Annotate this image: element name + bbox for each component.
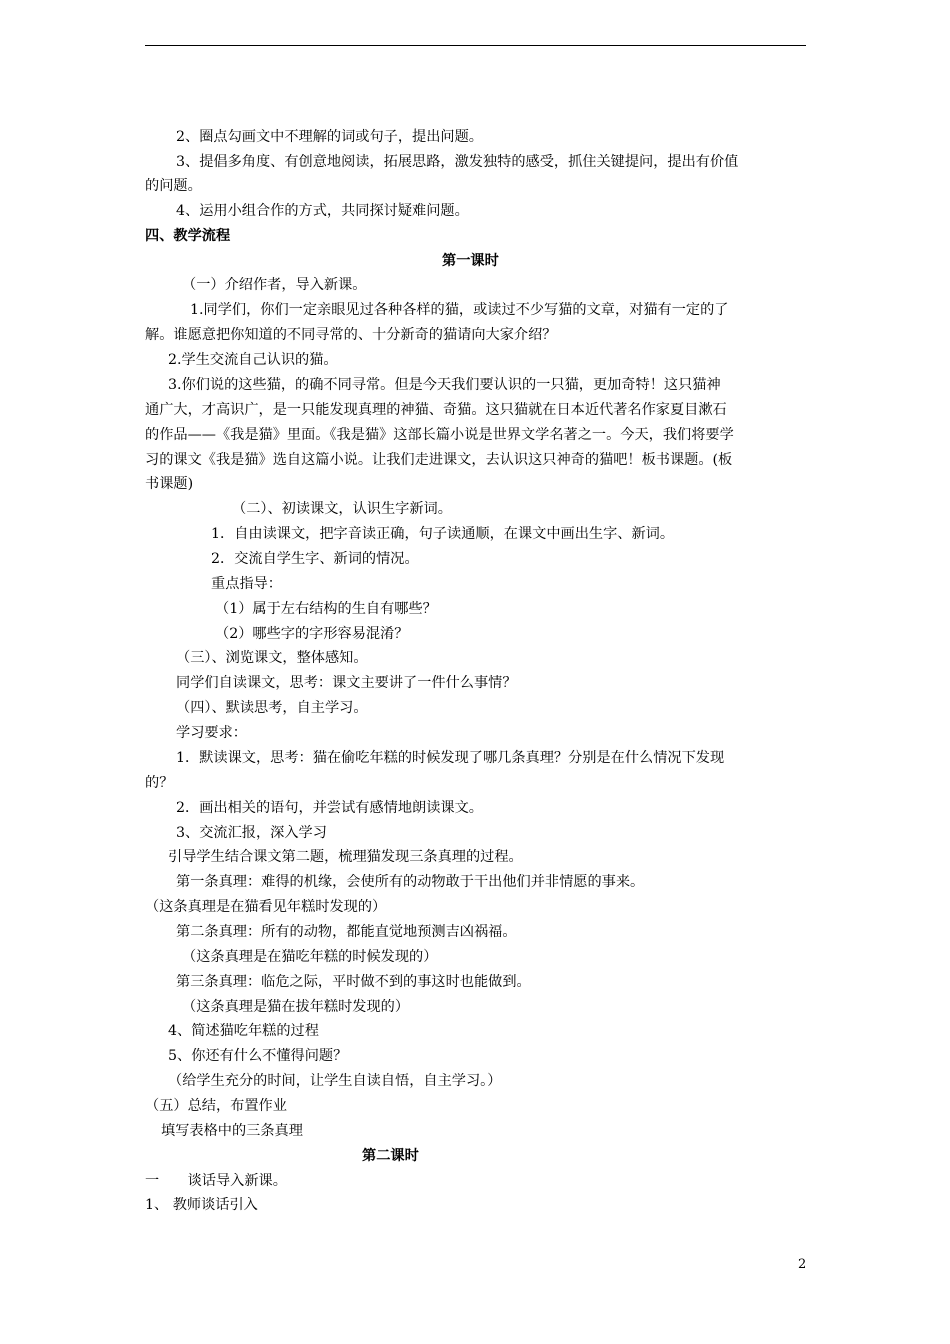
- section-heading: 四、教学流程: [145, 228, 231, 244]
- text-line: 5、你还有什么不懂得问题？: [168, 1048, 348, 1064]
- text-line: 4、运用小组合作的方式，共同探讨疑难问题。: [176, 203, 469, 219]
- text-line: 1．自由读课文，把字音读正确，句子读通顺，在课文中画出生字、新词。: [211, 526, 675, 542]
- text-line: 引导学生结合课文第二题，梳理猫发现三条真理的过程。: [168, 849, 523, 865]
- text-line: 第二条真理：所有的动物，都能直觉地预测吉凶祸福。: [176, 924, 517, 940]
- text-line: 同学们自读课文，思考：课文主要讲了一件什么事情？: [176, 675, 517, 691]
- text-line: 的问题。: [145, 178, 202, 194]
- text-line: （这条真理是在猫看见年糕时发现的）: [145, 899, 387, 915]
- text-line: 的？: [145, 775, 174, 791]
- text-line: （五）总结，布置作业: [145, 1098, 287, 1114]
- text-line: 2．交流自学生字、新词的情况。: [211, 551, 419, 567]
- text-line: （1）属于左右结构的生自有哪些？: [215, 601, 437, 617]
- text-line: 4、简述猫吃年糕的过程: [168, 1023, 319, 1039]
- text-line: 3、交流汇报，深入学习: [176, 825, 327, 841]
- text-line: 的作品——《我是猫》里面。《我是猫》这部长篇小说是世界文学名著之一。今天，我们将要学: [145, 427, 734, 443]
- text-line: 1、 教师谈话引入: [145, 1197, 258, 1213]
- text-line: 重点指导：: [211, 576, 282, 592]
- text-line: 第一条真理：难得的机缘，会使所有的动物敢于干出他们并非情愿的事来。: [176, 874, 645, 890]
- text-line: （四）、默读思考，自主学习。: [176, 700, 368, 716]
- text-line: （这条真理是猫在拔年糕时发现的）: [182, 999, 410, 1015]
- text-line: 解。谁愿意把你知道的不同寻常的、十分新奇的猫请向大家介绍？: [145, 327, 557, 343]
- text-line: 2、圈点勾画文中不理解的词或句子，提出问题。: [176, 129, 483, 145]
- text-line: 3、提倡多角度、有创意地阅读，拓展思路，激发独特的感受，抓住关键提问，提出有价值: [176, 154, 739, 170]
- text-line: 1.同学们，你们一定亲眼见过各种各样的猫，或读过不少写猫的文章，对猫有一定的了: [190, 302, 729, 318]
- text-line: （一）介绍作者，导入新课。: [182, 277, 367, 293]
- page-number: 2: [798, 1257, 807, 1272]
- text-line: 通广大，才高识广，是一只能发现真理的神猫、奇猫。这只猫就在日本近代著名作家夏目漱石: [145, 402, 727, 418]
- text-line: 1．默读课文，思考：猫在偷吃年糕的时候发现了哪几条真理？分别是在什么情况下发现: [176, 750, 725, 766]
- header-rule: [145, 45, 806, 46]
- text-line: 填写表格中的三条真理: [161, 1123, 303, 1139]
- text-line: 2.学生交流自己认识的猫。: [168, 352, 338, 368]
- lesson-heading: 第二课时: [362, 1148, 419, 1164]
- text-line: （这条真理是在猫吃年糕的时候发现的）: [182, 949, 438, 965]
- text-line: 2．画出相关的语句，并尝试有感情地朗读课文。: [176, 800, 483, 816]
- text-line: 一 谈话导入新课。: [145, 1173, 287, 1189]
- text-line: （三）、浏览课文，整体感知。: [176, 650, 368, 666]
- text-line: （二）、初读课文，认识生字新词。: [232, 501, 452, 517]
- text-line: 书课题): [145, 476, 194, 492]
- text-line: （2）哪些字的字形容易混淆？: [215, 626, 409, 642]
- text-line: 习的课文《我是猫》选自这篇小说。让我们走进课文，去认识这只神奇的猫吧！板书课题。(板: [145, 452, 733, 468]
- lesson-heading: 第一课时: [442, 253, 499, 269]
- text-line: 学习要求：: [176, 725, 247, 741]
- text-line: 第三条真理：临危之际，平时做不到的事这时也能做到。: [176, 974, 531, 990]
- text-line: （给学生充分的时间，让学生自读自悟，自主学习。）: [168, 1073, 502, 1089]
- text-line: 3.你们说的这些猫，的确不同寻常。但是今天我们要认识的一只猫，更加奇特！这只猫神: [168, 377, 721, 393]
